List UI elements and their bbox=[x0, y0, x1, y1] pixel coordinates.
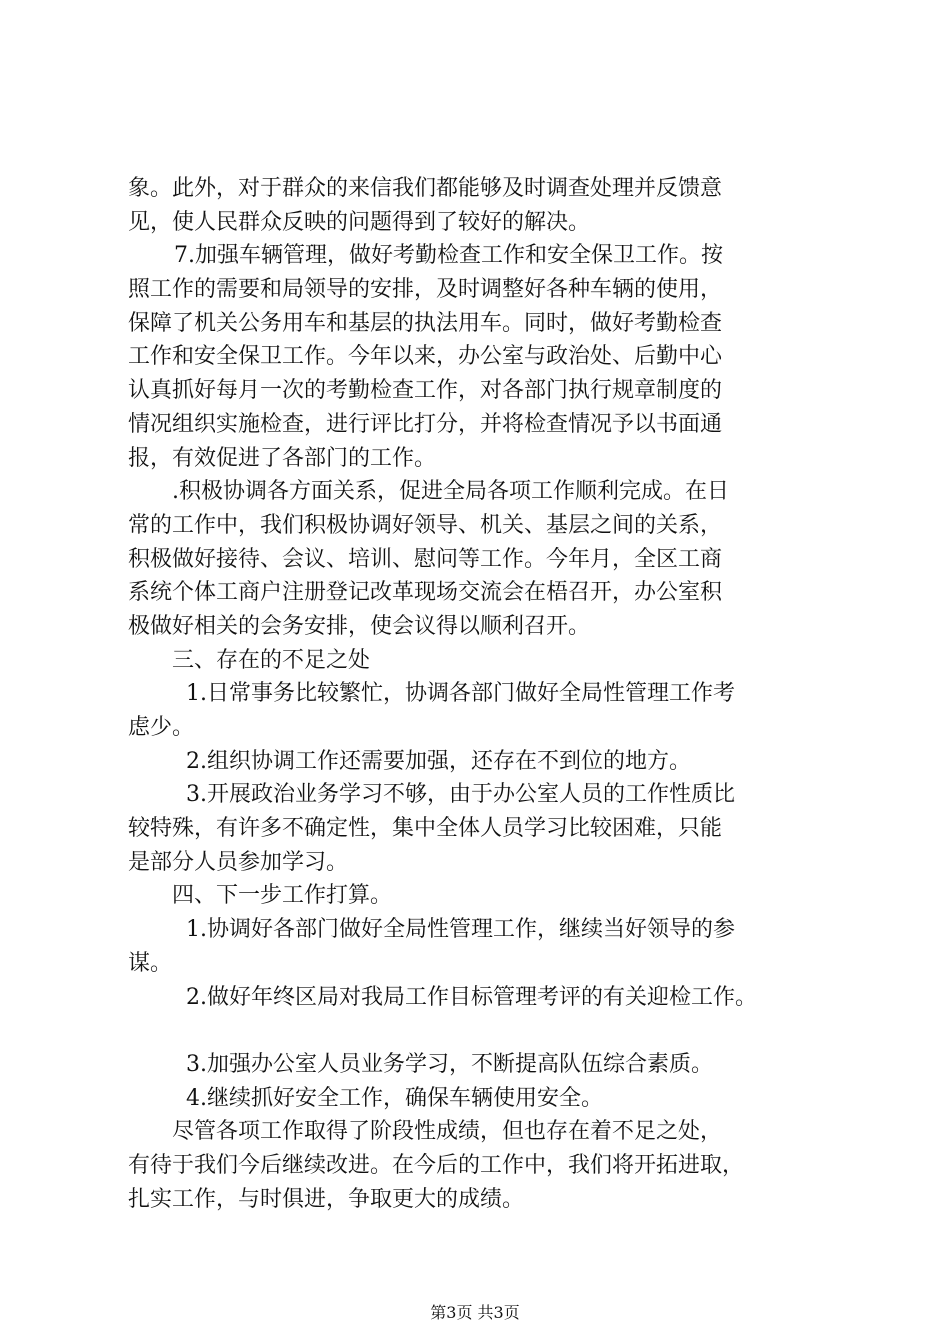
text-line: 照工作的需要和局领导的安排，及时调整好各种车辆的使用， bbox=[128, 277, 723, 303]
text-line: 系统个体工商户注册登记改革现场交流会在梧召开，办公室积 bbox=[128, 580, 723, 606]
text-line: 是部分人员参加学习。 bbox=[128, 849, 349, 875]
text-line: 积极做好接待、会议、培训、慰问等工作。今年月，全区工商 bbox=[128, 546, 723, 572]
text-line: 报，有效促进了各部门的工作。 bbox=[128, 445, 437, 471]
text-line: 情况组织实施检查，进行评比打分，并将检查情况予以书面通 bbox=[128, 411, 723, 437]
text-line: 认真抓好每月一次的考勤检查工作，对各部门执行规章制度的 bbox=[128, 378, 723, 404]
text-line: 见，使人民群众反映的问题得到了较好的解决。 bbox=[128, 209, 591, 235]
text-line: 3.加强办公室人员业务学习，不断提高队伍综合素质。 bbox=[186, 1051, 713, 1077]
blank-line bbox=[128, 1014, 840, 1048]
section-heading: 三、存在的不足之处 bbox=[172, 647, 371, 673]
text-line: 较特殊，有许多不确定性，集中全体人员学习比较困难，只能 bbox=[128, 816, 723, 842]
text-line: 扎实工作，与时俱进，争取更大的成绩。 bbox=[128, 1186, 525, 1212]
text-line: 尽管各项工作取得了阶段性成绩，但也存在着不足之处， bbox=[172, 1119, 723, 1145]
text-line: 常的工作中，我们积极协调好领导、机关、基层之间的关系， bbox=[128, 512, 723, 538]
text-line: 2.做好年终区局对我局工作目标管理考评的有关迎检工作。 bbox=[186, 984, 757, 1010]
document-body bbox=[128, 172, 840, 1216]
text-line: 1.协调好各部门做好全局性管理工作，继续当好领导的参 bbox=[186, 917, 735, 943]
text-line: .积极协调各方面关系，促进全局各项工作顺利完成。在日 bbox=[172, 479, 729, 505]
text-line: 3.开展政治业务学习不够，由于办公室人员的工作性质比 bbox=[186, 782, 735, 808]
text-line: 工作和安全保卫工作。今年以来，办公室与政治处、后勤中心 bbox=[128, 344, 723, 370]
section-heading: 四、下一步工作打算。 bbox=[172, 883, 393, 909]
text-line: 极做好相关的会务安排，使会议得以顺利召开。 bbox=[128, 613, 591, 639]
text-line: 保障了机关公务用车和基层的执法用车。同时，做好考勤检查 bbox=[128, 310, 723, 336]
text-line: 2.组织协调工作还需要加强，还存在不到位的地方。 bbox=[186, 748, 691, 774]
text-line: 象。此外，对于群众的来信我们都能够及时调查处理并反馈意 bbox=[128, 176, 723, 201]
text-line: 谋。 bbox=[128, 950, 173, 976]
text-line: 有待于我们今后继续改进。在今后的工作中，我们将开拓进取， bbox=[128, 1152, 745, 1178]
text-line: 4.继续抓好安全工作，确保车辆使用安全。 bbox=[186, 1085, 603, 1111]
page-number-footer: 第3页 共3页 bbox=[430, 1303, 520, 1322]
text-line: 7.加强车辆管理，做好考勤检查工作和安全保卫工作。按 bbox=[174, 243, 723, 269]
text-line: 1.日常事务比较繁忙，协调各部门做好全局性管理工作考 bbox=[186, 681, 735, 707]
text-line: 虑少。 bbox=[128, 715, 195, 740]
